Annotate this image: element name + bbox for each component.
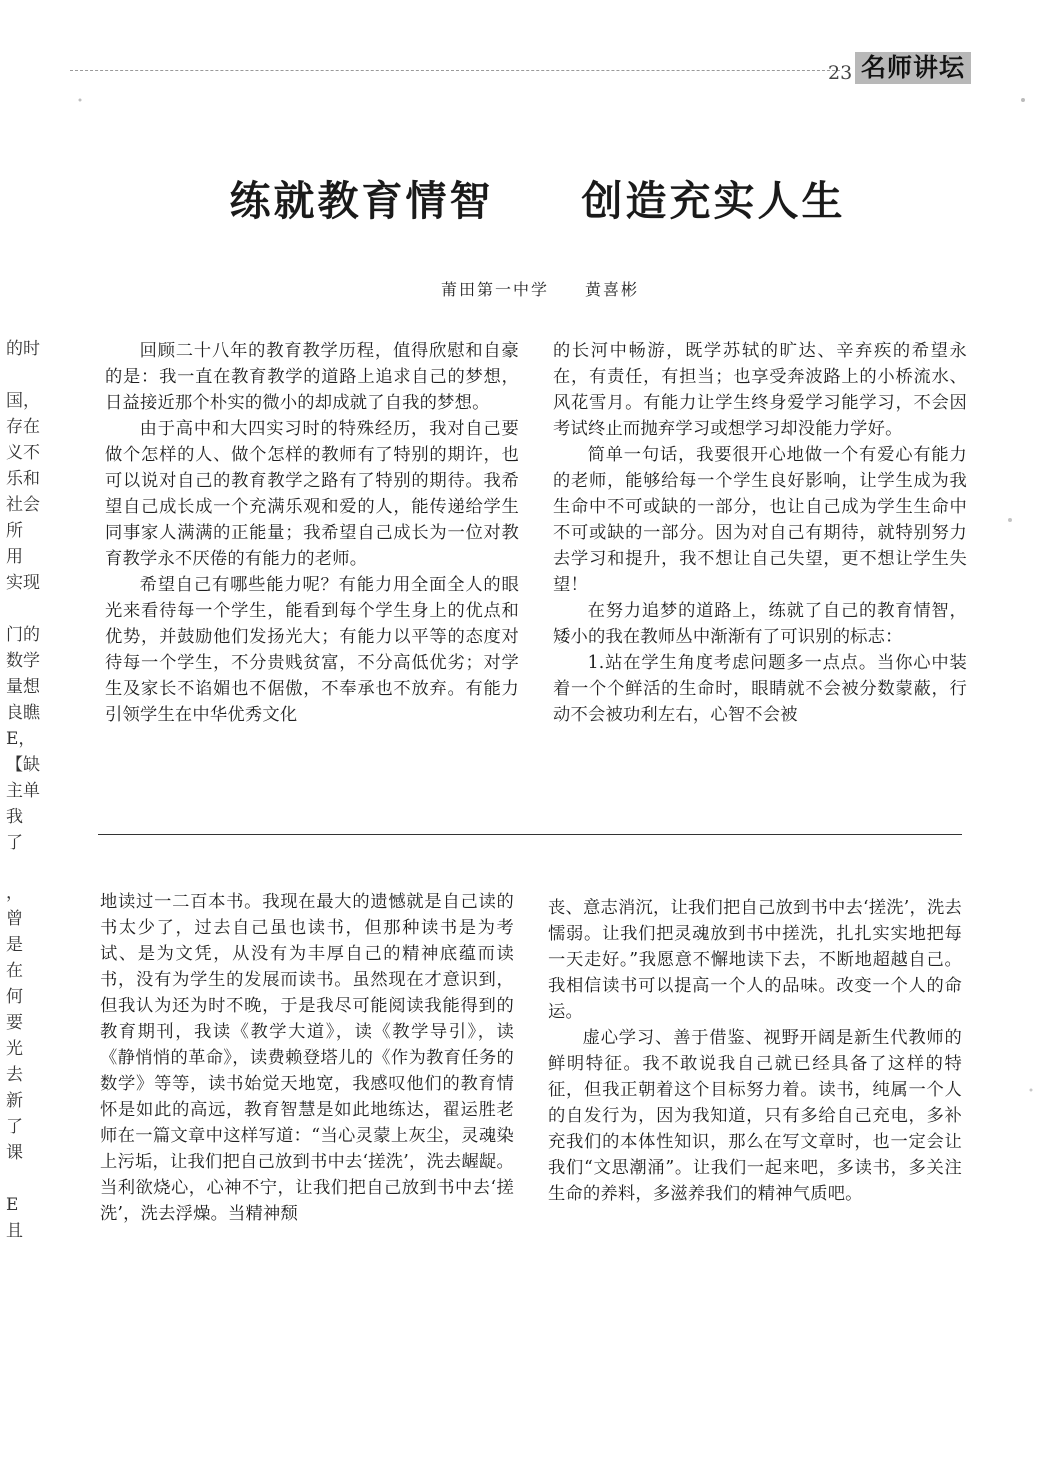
margin-fragment: 课 (6, 1143, 23, 1163)
paragraph: 虚心学习、善于借鉴、视野开阔是新生代教师的鲜明特征。我不敢说我自己就已经具备了这样的特征，但我正朝着这个目标努力着。读书，纯属一个人的自发行为，因为我知道，只有多给自己充电，多补充我们的本体性知识，那么在写文章时，也一定会让我们“文思潮涌”。让我们一起来吧，多读书，多关注生命的养料，多滋养我们的精神气质吧。 (548, 1028, 962, 1204)
bottom-left-column (100, 889, 514, 1227)
paragraph: 1.站在学生角度考虑问题多一点点。当你心中装着一个个鲜活的生命时，眼睛就不会被分数蒙蔽，行动不会被功利左右，心智不会被 (553, 653, 967, 725)
margin-fragment: 我 (6, 807, 23, 827)
margin-fragment: 主单 (6, 781, 40, 801)
header-rule (70, 70, 840, 71)
paragraph: 丧、意志消沉，让我们把自己放到书中去‘搓洗’，洗去懦弱。让我们把灵魂放到书中搓洗，扎扎实实地把每一天走好。”我愿意不懈地读下去，不断地超越自己。我相信读书可以提高一个人的品味。改变一个人的命运。 (548, 898, 962, 1022)
margin-fragment: 何 (6, 987, 23, 1007)
margin-fragment: 要 (6, 1013, 23, 1033)
margin-fragments-upper (6, 336, 54, 856)
article-title: 练就教育情智 创造充实人生 (229, 177, 846, 225)
paragraph: 回顾二十八年的教育教学历程，值得欣慰和自豪的是：我一直在教育教学的道路上追求自己的梦想，日益接近那个朴实的微小的却成就了自我的梦想。 (105, 341, 519, 413)
margin-fragment: 在 (6, 961, 23, 981)
margin-fragment: 去 (6, 1065, 23, 1085)
section-divider (98, 834, 962, 835)
scan-dust-spot (1008, 518, 1012, 522)
margin-fragment: ， (6, 883, 23, 903)
scan-dust-spot (1021, 98, 1025, 102)
scan-dust-spot (1030, 1089, 1033, 1092)
scan-dust-spot (79, 99, 82, 102)
margin-fragment: 乐和 (6, 469, 40, 489)
bottom-right-column (548, 895, 962, 1207)
margin-fragment: 了 (6, 833, 23, 853)
margin-fragment: 曾 (6, 909, 23, 929)
column-badge: 名师讲坛 (855, 52, 971, 84)
margin-fragment: 社会 (6, 495, 40, 515)
margin-fragment: 良瞧 (6, 703, 40, 723)
margin-fragment: 光 (6, 1039, 23, 1059)
margin-fragment: 了 (6, 1117, 23, 1137)
margin-fragment (6, 362, 54, 388)
margin-fragments-lower (6, 880, 54, 1244)
paragraph: 地读过一二百本书。我现在最大的遗憾就是自己读的书太少了，过去自己虽也读书，但那种读书是为考试、是为文凭，从没有为丰厚自己的精神底蕴而读书，没有为学生的发展而读书。虽然现在才意识到，但我认为还为时不晚，于是我尽可能阅读我能得到的教育期刊，我读《教学大道》，读《教学导引》，读《静悄悄的革命》，读费赖登塔儿的《作为教育任务的数学》等等，读书始觉天地宽，我感叹他们的教育情怀是如此的高远，教育智慧是如此地练达，翟运胜老师在一篇文章中这样写道：“当心灵蒙上灰尘，灵魂染上污垢，让我们把自己放到书中去‘搓洗’，洗去龌龊。当利欲烧心，心神不宁，让我们把自己放到书中去‘搓洗’，洗去浮燥。当精神颓 (100, 892, 514, 1224)
margin-fragment: 所 (6, 521, 23, 541)
paragraph: 的长河中畅游，既学苏轼的旷达、辛弃疾的希望永在，有责任，有担当；也享受奔波路上的小桥流水、风花雪月。有能力让学生终身爱学习能学习，不会因考试终止而抛弃学习或想学习却没能力学好。 (553, 341, 967, 439)
margin-fragment: 国， (6, 391, 40, 411)
margin-fragment: 门的 (6, 625, 40, 645)
margin-fragment: 新 (6, 1091, 23, 1111)
margin-fragment: 量想 (6, 677, 40, 697)
paragraph: 由于高中和大四实习时的特殊经历，我对自己要做个怎样的人、做个怎样的教师有了特别的期许，也可以说对自己的教育教学之路有了特别的期待。我希望自己成长成一个充满乐观和爱的人，能传递给学生同事家人满满的正能量；我希望自己成长为一位对教育教学永不厌倦的有能力的老师。 (105, 419, 519, 569)
margin-fragment: 是 (6, 935, 23, 955)
margin-fragment: 义不 (6, 443, 40, 463)
top-right-column (553, 338, 967, 728)
article-byline: 莆田第一中学 黄喜彬 (440, 280, 639, 299)
margin-fragment: 用 (6, 547, 23, 567)
page-number: 23 (828, 62, 853, 84)
margin-fragment: E (6, 1195, 19, 1215)
top-left-column (105, 338, 519, 728)
paragraph: 希望自己有哪些能力呢？有能力用全面全人的眼光来看待每一个学生，能看到每个学生身上的优点和优势，并鼓励他们发扬光大；有能力以平等的态度对待每一个学生，不分贵贱贫富，不分高低优劣；对学生及家长不谄媚也不倨傲，不奉承也不放弃。有能力引领学生在中华优秀文化 (105, 575, 519, 725)
margin-fragment: 数学 (6, 651, 40, 671)
margin-fragment (6, 1166, 54, 1192)
paragraph: 在努力追梦的道路上，练就了自己的教育情智，矮小的我在教师丛中渐渐有了可识别的标志： (553, 601, 967, 647)
margin-fragment: 存在 (6, 417, 40, 437)
margin-fragment: E， (6, 729, 36, 749)
margin-fragment: 实现 (6, 573, 40, 593)
margin-fragment: 【缺 (6, 755, 40, 775)
margin-fragment: 且 (6, 1221, 23, 1241)
paragraph: 简单一句话，我要很开心地做一个有爱心有能力的老师，能够给每一个学生良好影响，让学生成为我生命中不可或缺的一部分，也让自己成为学生生命中不可或缺的一部分。因为对自己有期待，就特别努力去学习和提升，我不想让自己失望，更不想让学生失望！ (553, 445, 967, 595)
margin-fragment: 的时 (6, 339, 40, 359)
margin-fragment (6, 596, 54, 622)
